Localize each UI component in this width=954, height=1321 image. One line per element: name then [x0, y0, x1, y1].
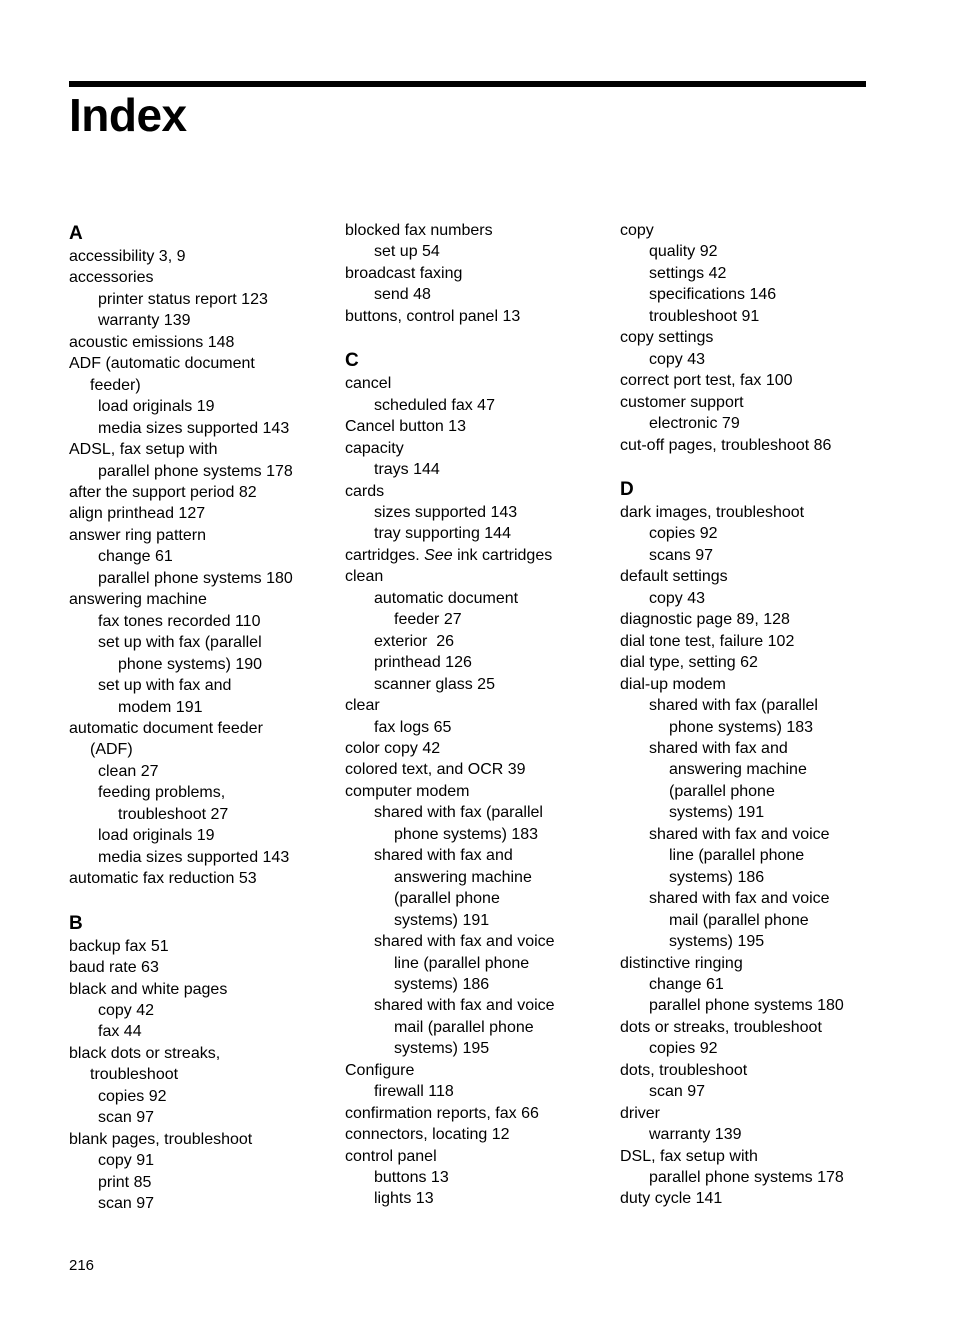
- section-letter-heading: D: [620, 478, 634, 500]
- index-subentry: feeder 27: [394, 611, 462, 629]
- index-subentry: electronic 79: [649, 415, 740, 433]
- index-subentry: troubleshoot: [90, 1066, 179, 1084]
- index-subentry: systems) 195: [669, 933, 765, 951]
- index-entry: default settings: [620, 568, 728, 586]
- index-subentry: feeder): [90, 376, 141, 394]
- index-subentry: scan 97: [649, 1083, 706, 1101]
- index-entry: dial-up modem: [620, 675, 726, 693]
- index-subentry: mail (parallel phone: [394, 1018, 534, 1036]
- index-entry: correct port test, fax 100: [620, 372, 793, 390]
- index-entry: connectors, locating 12: [345, 1126, 510, 1144]
- index-subentry: answering machine: [669, 761, 807, 779]
- index-subentry: fax logs 65: [374, 718, 452, 736]
- index-subentry: shared with fax (parallel: [649, 697, 818, 715]
- index-subentry: systems) 191: [669, 804, 765, 822]
- index-subentry: tray supporting 144: [374, 525, 511, 543]
- index-subentry: scan 97: [98, 1109, 155, 1127]
- index-entry: distinctive ringing: [620, 954, 743, 972]
- index-subentry: clean 27: [98, 762, 159, 780]
- index-subentry: shared with fax and voice: [374, 997, 555, 1015]
- index-subentry: lights 13: [374, 1190, 434, 1208]
- index-entry: diagnostic page 89, 128: [620, 611, 790, 629]
- index-subentry: firewall 118: [374, 1083, 454, 1101]
- index-subentry: copy 43: [649, 589, 706, 607]
- index-entry: automatic document feeder: [69, 719, 263, 737]
- index-subentry: scan 97: [98, 1195, 155, 1213]
- index-entry: baud rate 63: [69, 959, 159, 977]
- index-entry: clear: [345, 697, 380, 715]
- index-entry: capacity: [345, 439, 404, 457]
- index-subentry: sizes supported 143: [374, 503, 518, 521]
- index-subentry: load originals 19: [98, 398, 215, 416]
- section-letter-heading: A: [69, 223, 83, 244]
- index-subentry: automatic document: [374, 589, 519, 607]
- index-entry: black dots or streaks,: [69, 1044, 221, 1062]
- index-subentry: modem 191: [118, 698, 203, 716]
- index-subentry: line (parallel phone: [669, 847, 805, 865]
- index-subentry: scanner glass 25: [374, 675, 495, 693]
- index-subentry: shared with fax and voice: [649, 890, 830, 908]
- section-gap: [69, 890, 329, 910]
- index-subentry: parallel phone systems 180: [649, 997, 844, 1015]
- index-entry: dark images, troubleshoot: [620, 503, 805, 521]
- index-entry: dots, troubleshoot: [620, 1061, 748, 1079]
- index-subentry: load originals 19: [98, 827, 215, 845]
- index-subentry: warranty 139: [98, 312, 191, 330]
- index-subentry: send 48: [374, 286, 431, 304]
- index-entry: driver: [620, 1104, 661, 1122]
- index-subentry: printer status report 123: [98, 290, 268, 308]
- index-subentry: scans 97: [649, 546, 714, 564]
- index-subentry: media sizes supported 143: [98, 419, 290, 437]
- index-subentry: answering machine: [394, 868, 532, 886]
- index-subentry: troubleshoot 91: [649, 307, 760, 325]
- index-entry: accessibility 3, 9: [69, 248, 186, 265]
- section-letter-heading: B: [69, 912, 83, 934]
- index-subentry: set up 54: [374, 243, 440, 261]
- index-entry: clean: [345, 568, 384, 586]
- index-entry: accessories: [69, 269, 154, 287]
- index-subentry: (parallel phone: [394, 890, 500, 908]
- index-subentry: phone systems) 190: [118, 655, 263, 673]
- index-subentry: shared with fax and: [649, 739, 788, 757]
- entry-text: cartridges.: [345, 546, 420, 564]
- index-entry: cut-off pages, troubleshoot 86: [620, 436, 832, 454]
- index-subentry: (parallel phone: [669, 782, 775, 800]
- index-subentry: shared with fax and: [374, 847, 513, 865]
- section-gap: [345, 327, 605, 347]
- index-entry: Configure: [345, 1061, 415, 1079]
- index-entry: ADF (automatic document: [69, 355, 255, 373]
- index-subentry: parallel phone systems 180: [98, 569, 293, 587]
- index-entry: copy: [620, 222, 654, 239]
- index-entry: [345, 545, 605, 566]
- index-entry: ADSL, fax setup with: [69, 441, 218, 459]
- index-subentry: systems) 195: [394, 1040, 490, 1058]
- index-subentry: shared with fax (parallel: [374, 804, 543, 822]
- index-subentry: copy 43: [649, 350, 706, 368]
- index-subentry: settings 42: [649, 264, 727, 282]
- index-entry: computer modem: [345, 782, 470, 800]
- index-subentry: fax 44: [98, 1023, 142, 1041]
- section-letter-heading: C: [345, 350, 359, 372]
- index-subentry: warranty 139: [649, 1126, 742, 1144]
- index-column-2: [345, 220, 605, 1210]
- index-subentry: shared with fax and voice: [649, 825, 830, 843]
- index-subentry: copy 42: [98, 1001, 155, 1019]
- index-entry: answer ring pattern: [69, 526, 206, 544]
- index-subentry: shared with fax and voice: [374, 933, 555, 951]
- index-subentry: feeding problems,: [98, 784, 226, 802]
- index-subentry: parallel phone systems 178: [98, 462, 293, 480]
- index-subentry: parallel phone systems 178: [649, 1169, 844, 1187]
- page-title: Index: [69, 89, 187, 141]
- title-rule: [69, 81, 866, 87]
- index-entry: acoustic emissions 148: [69, 333, 235, 351]
- index-entry: dial tone test, failure 102: [620, 632, 795, 650]
- index-entry: answering machine: [69, 591, 207, 609]
- index-entry: black and white pages: [69, 980, 228, 998]
- index-subentry: systems) 186: [394, 975, 490, 993]
- index-subentry: quality 92: [649, 243, 718, 261]
- index-entry: cancel: [345, 375, 392, 393]
- index-entry: align printhead 127: [69, 505, 206, 523]
- index-entry: duty cycle 141: [620, 1190, 723, 1208]
- index-subentry: mail (parallel phone: [669, 911, 809, 929]
- index-subentry: copies 92: [649, 1040, 718, 1058]
- index-entry: blocked fax numbers: [345, 222, 493, 239]
- index-subentry: systems) 186: [669, 868, 765, 886]
- index-subentry: fax tones recorded 110: [98, 612, 261, 630]
- index-entry: confirmation reports, fax 66: [345, 1104, 539, 1122]
- index-entry: cards: [345, 482, 385, 500]
- index-entry: dots or streaks, troubleshoot: [620, 1018, 822, 1036]
- index-entry: broadcast faxing: [345, 264, 463, 282]
- index-subentry: print 85: [98, 1173, 152, 1191]
- see-reference: See: [424, 546, 453, 564]
- see-target: ink cartridges: [452, 546, 553, 564]
- index-subentry: troubleshoot 27: [118, 805, 229, 823]
- index-subentry: phone systems) 183: [669, 718, 814, 736]
- index-subentry: systems) 191: [394, 911, 490, 929]
- index-subentry: set up with fax and: [98, 677, 232, 695]
- index-entry: after the support period 82: [69, 483, 257, 501]
- page-number: 216: [69, 1257, 95, 1274]
- index-entry: dial type, setting 62: [620, 654, 758, 672]
- index-subentry: exterior 26: [374, 632, 455, 650]
- index-subentry: buttons 13: [374, 1169, 449, 1187]
- index-subentry: change 61: [98, 548, 173, 566]
- index-subentry: trays 144: [374, 461, 440, 479]
- index-entry: blank pages, troubleshoot: [69, 1130, 253, 1148]
- index-entry: Cancel button 13: [345, 418, 466, 436]
- index-subentry: copy 91: [98, 1152, 155, 1170]
- index-entry: control panel: [345, 1147, 437, 1165]
- index-subentry: set up with fax (parallel: [98, 634, 262, 652]
- index-entry: color copy 42: [345, 739, 441, 757]
- index-subentry: media sizes supported 143: [98, 848, 290, 866]
- index-subentry: (ADF): [90, 741, 133, 759]
- index-subentry: scheduled fax 47: [374, 396, 495, 414]
- index-entry: customer support: [620, 393, 744, 411]
- index-column-3: [620, 220, 880, 1210]
- index-subentry: phone systems) 183: [394, 825, 539, 843]
- index-entry: colored text, and OCR 39: [345, 761, 526, 779]
- index-entry: copy settings: [620, 329, 714, 347]
- index-subentry: copies 92: [98, 1087, 167, 1105]
- index-entry: backup fax 51: [69, 937, 169, 955]
- index-subentry: line (parallel phone: [394, 954, 530, 972]
- index-subentry: copies 92: [649, 525, 718, 543]
- index-entry: automatic fax reduction 53: [69, 870, 257, 888]
- index-entry: buttons, control panel 13: [345, 307, 521, 325]
- index-entry: DSL, fax setup with: [620, 1147, 758, 1165]
- index-subentry: printhead 126: [374, 654, 472, 672]
- section-gap: [620, 456, 880, 476]
- index-subentry: specifications 146: [649, 286, 777, 304]
- index-column-1: [69, 220, 329, 1214]
- index-subentry: change 61: [649, 975, 724, 993]
